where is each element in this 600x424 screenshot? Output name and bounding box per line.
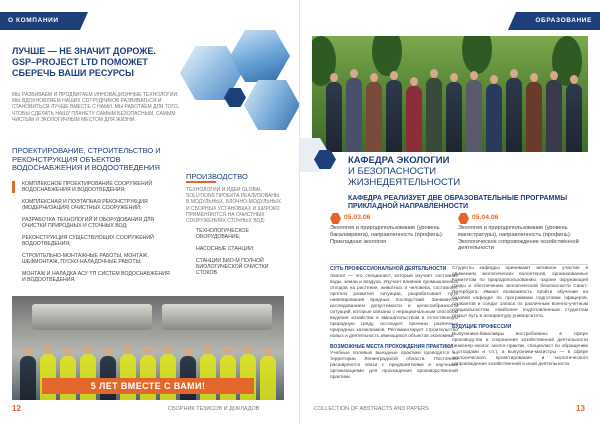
hexagon-bullet-icon	[458, 213, 469, 224]
column-heading: БУДУЩИЕ ПРОФЕССИИ	[452, 324, 512, 330]
list-item: СТРОИТЕЛЬНО-МОНТАЖНЫЕ РАБОТЫ, МОНТАЖ, ШЕФМОНТАЖ, ПУСКО-НАЛАДОЧНЫЕ РАБОТЫ;	[22, 252, 149, 265]
person	[566, 84, 582, 152]
list-item: ТЕХНОЛОГИЧЕСКОЕ ОБОРУДОВАНИЕ;	[196, 228, 249, 241]
department-subtitle: И БЕЗОПАСНОСТИ ЖИЗНЕДЕЯТЕЛЬНОСТИ	[348, 166, 461, 188]
person	[526, 82, 542, 152]
person	[20, 356, 36, 400]
list-item: КОМПЛЕКСНОЕ ПРОЕКТИРОВАНИЕ СООРУЖЕНИЙ ВОДОСНАБЖЕНИЯ И ВОДООТВЕДЕНИЯ;	[22, 181, 153, 194]
list-item: МОНТАЖ И НАЛАДКА АСУ ТП СИСТЕМ ВОДОСНАБЖЕНИЯ И ВОДООТВЕДЕНИЯ.	[22, 270, 170, 283]
person	[506, 78, 522, 152]
production-list	[196, 228, 286, 282]
list-item: КОМПЛЕКСНАЯ И ПОЭТАПНАЯ РЕКОНСТРУКЦИЯ (МОДЕРНИЗАЦИЯ) ОЧИСТНЫХ СООРУЖЕНИЙ;	[22, 198, 148, 212]
list-item: НАСОСНЫЕ СТАНЦИИ;	[196, 245, 255, 252]
person	[260, 356, 276, 400]
hexagon-bullet-icon	[330, 213, 341, 224]
right-page	[300, 0, 600, 424]
list-item: РАЗРАБОТКА ТЕХНОЛОГИЙ И ОБОРУДОВАНИЯ ДЛЯ ОЧИСТКИ ПРИРОДНЫХ И СТОЧНЫХ ВОД;	[22, 216, 155, 230]
department-tagline: КАФЕДРА РЕАЛИЗУЕТ ДВЕ ОБРАЗОВАТЕЛЬНЫЕ ПРОГРАММЫ ПРИКЛАДНОЙ НАПРАВЛЕННОСТИ	[348, 195, 568, 211]
person	[466, 80, 482, 152]
orange-underline	[186, 181, 216, 183]
person	[386, 80, 402, 152]
page-number: 12	[12, 404, 21, 413]
tree-shape	[462, 36, 492, 74]
production-text: ТЕХНОЛОГИИ И ИДЕИ GLOBAL SOLUTIONS ПРОЕКТА РЕАЛИЗОВАНЫ В МОДУЛЬНЫХ, БЛОЧНО-МОДУЛЬНЫХ И СБОРНЫХ УСТАНОВКАХ И ШИРОКО ПРИМЕНЯЮТСЯ НА ОЧИСТНЫХ СООРУЖЕНИЯХ СТОЧНЫХ ВОД:	[186, 187, 282, 225]
intro-text: МЫ РАЗВИВАЕМ И ПРОДВИГАЕМ ИННОВАЦИОННЫЕ ТЕХНОЛОГИИ. МЫ ВДОХНОВЛЯЕМ НАШИХ СОТРУДНИКОВ РАЗВИВАТЬСЯ И СТАНОВИТЬСЯ ЛУЧШЕ ВМЕСТЕ С НАМИ. МЫ РАБОТАЕМ ДЛЯ ТОГО, ЧТОБЫ СДЕЛАТЬ НАШУ ПЛАНЕТУ САМЫМ БЕЗОПАСНЫМ, САМЫМ ЧИСТЫМ И ЭКОЛОГИЧНЫМ МЕСТОМ ДЛЯ ЖИЗНИ.	[12, 92, 180, 123]
person	[346, 78, 362, 152]
column-heading: ВОЗМОЖНЫЕ МЕСТА ПРОХОЖДЕНИЯ ПРАКТИКИ	[330, 343, 453, 350]
department-title: КАФЕДРА ЭКОЛОГИИ	[348, 155, 450, 166]
anniversary-banner: 5 ЛЕТ ВМЕСТЕ С ВАМИ!	[42, 378, 254, 394]
program-description: Экология и природопользование (уровень магистратуры), направленность (профиль): Экологическое сопровождение хозяйственной деятельности	[458, 225, 579, 252]
pipe-shape	[162, 304, 272, 330]
column-paragraph: Выпускники-бакалавры востребованы в сфере производства и сохранения хозяйственной деятельности (инженер-эколог, эколог-практик, специалист по обращению с отходами и т.п.), а выпускники-магистры — в сфере экологического проектирования и экологического сопровождения хозяйственной и иной деятельности.	[452, 331, 588, 367]
text-column-right	[452, 266, 588, 372]
person	[366, 82, 382, 152]
person	[446, 82, 462, 152]
column-paragraph: Учебные полевые выездные практики проводятся на территории Ленинградской области. Постоянно расширяются связи с предприятиями и научными организациями для прохождения производственной практики.	[330, 351, 458, 380]
page-headline: ЛУЧШЕ — НЕ ЗНАЧИТ ДОРОЖЕ. GSP–PROJECT LTD ПОМОЖЕТ СБЕРЕЧЬ ВАШИ РЕСУРСЫ	[12, 46, 156, 78]
ice-photo-hex	[244, 80, 300, 130]
services-section-title: ПРОЕКТИРОВАНИЕ, СТРОИТЕЛЬСТВО И РЕКОНСТРУКЦИЯ ОБЪЕКТОВ ВОДОСНАБЖЕНИЯ И ВОДООТВЕДЕНИЯ	[12, 146, 161, 173]
ice-hexagon-collage	[178, 28, 300, 138]
page-number: 13	[576, 404, 585, 413]
column-paragraph: Студенты кафедры принимают активное участие в движениях экологических волонтеров, организованных Комитетом по природопользованию, охране окружающей среды и обеспечению экологической безопасности Санкт-Петербурга. Имеют возможность пройти обучение на базовой кафедре по программам подготовки офицеров, сержантов и солдат запаса по различным военно-учетным специальностям. Наиболее подготовленным студентам открыт путь в аспирантуру университета.	[452, 266, 588, 319]
page-footer: СБОРНИК ТЕЗИСОВ И ДОКЛАДОВ	[168, 406, 260, 412]
program-description: Экология и природопользование (уровень бакалавриата), направленность (профиль): Прикладная экология	[330, 225, 444, 245]
production-title: ПРОИЗВОДСТВО	[186, 172, 248, 181]
divider	[330, 264, 588, 265]
group-photo	[312, 36, 588, 152]
person	[406, 86, 422, 152]
pipe-shape	[32, 304, 152, 330]
section-tab-education: ОБРАЗОВАНИЕ	[516, 12, 600, 30]
person	[326, 82, 342, 152]
column-paragraph: Эколог — это специалист, который изучает состояние воды, земли и воздуха. Изучает влияние промышленных отходов на растения, животных и человека, составляет прогноз развития ситуации, разрабатывает пути нивелирования вредных последствий. Занимается исследованием допустимости и целесообразности ситуаций, которые связаны с нерациональным способом ведения хозяйства и вмешательством в естественную природную среду, исследует причины различных природных катаклизмов. Регламентирует строительство новых и деятельность имеющихся объектов экономики.	[330, 273, 458, 339]
list-item: РЕКОНСТРУКЦИЯ СУЩЕСТВУЮЩИХ СООРУЖЕНИЙ ВОДООТВЕДЕНИЯ;	[22, 234, 154, 247]
tree-shape	[372, 36, 402, 76]
section-tab-company: О КОМПАНИИ	[0, 12, 80, 30]
program-code: 05.03.06	[344, 214, 371, 221]
person	[546, 80, 562, 152]
column-heading: СУТЬ ПРОФЕССИОНАЛЬНОЙ ДЕЯТЕЛЬНОСТИ	[330, 266, 447, 272]
page-footer: COLLECTION OF ABSTRACTS AND PAPERS	[314, 406, 429, 412]
orange-accent-bar	[12, 181, 15, 193]
person	[486, 84, 502, 152]
program-code: 05.04.06	[472, 214, 499, 221]
services-list	[22, 181, 172, 288]
text-column-left	[330, 266, 458, 385]
person	[426, 78, 442, 152]
list-item: СТАНЦИИ БИО-М ПОЛНОЙ БИОЛОГИЧЕСКОЙ ОЧИСТКИ СТОКОВ.	[196, 257, 269, 277]
